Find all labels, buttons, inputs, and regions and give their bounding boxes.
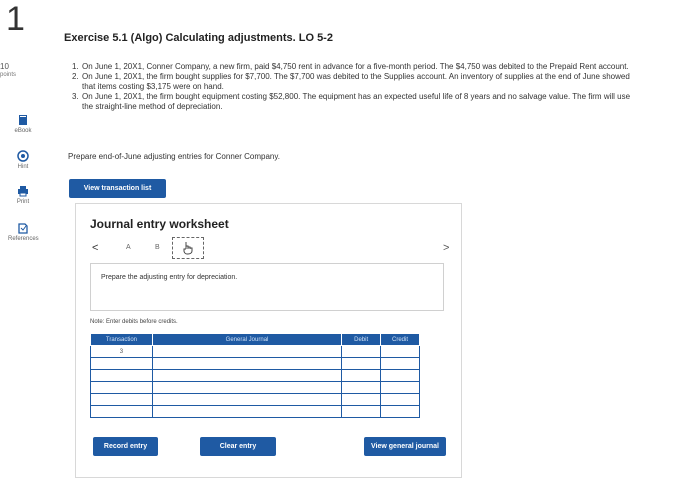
table-row	[91, 382, 420, 394]
credit-input[interactable]	[381, 382, 420, 394]
table-row	[91, 358, 420, 370]
print-tool[interactable]	[8, 185, 38, 205]
list-item: 1. On June 1, 20X1, Conner Company, a new firm, paid $4,750 rent in advance for a five-month period. The $4,750 was debited to the Prepaid Rent account.	[72, 62, 629, 71]
references-icon	[17, 222, 29, 234]
instruction-box	[90, 263, 444, 311]
step-a-tab[interactable]: A	[126, 244, 131, 251]
list-item: 3. On June 1, 20X1, the firm bought equipment costing $52,800. The equipment has an expected useful life of 8 years and no salvage value. The firm will use the straight-line method of depreciation.	[72, 92, 631, 111]
table-row	[91, 346, 420, 358]
transaction-cell	[91, 358, 153, 370]
credit-input[interactable]	[381, 358, 420, 370]
journal-entry-worksheet	[75, 203, 462, 478]
ebook-label: eBook	[14, 128, 32, 134]
exercise-title: Exercise 5.1 (Algo) Calculating adjustments. LO 5-2	[64, 32, 333, 44]
problem-list	[72, 62, 642, 112]
transaction-cell: 3	[91, 346, 153, 358]
question-number: 1	[6, 0, 25, 38]
hint-icon	[17, 150, 29, 162]
debit-input[interactable]	[342, 406, 381, 418]
clear-entry-button[interactable]: Clear entry	[200, 437, 276, 456]
transaction-cell	[91, 394, 153, 406]
hint-tool[interactable]	[8, 150, 38, 170]
record-entry-button[interactable]: Record entry	[93, 437, 158, 456]
header-general-journal: General Journal	[152, 334, 341, 346]
header-transaction: Transaction	[91, 334, 153, 346]
points-label: points	[0, 72, 17, 78]
instruction-text: Prepare the adjusting entry for depreciation.	[101, 274, 238, 281]
general-journal-input[interactable]	[152, 406, 341, 418]
step-c-tab-active[interactable]	[172, 237, 204, 259]
next-step-chevron-icon[interactable]: >	[443, 242, 450, 254]
credit-input[interactable]	[381, 346, 420, 358]
debit-input[interactable]	[342, 370, 381, 382]
prev-step-chevron-icon[interactable]: <	[92, 242, 99, 254]
debit-input[interactable]	[342, 394, 381, 406]
general-journal-input[interactable]	[152, 346, 341, 358]
debit-input[interactable]	[342, 346, 381, 358]
table-row	[91, 370, 420, 382]
hint-label: Hint	[17, 164, 29, 170]
transaction-cell	[91, 406, 153, 418]
prepare-instruction: Prepare end-of-June adjusting entries for Conner Company.	[68, 152, 280, 161]
note-text: Note: Enter debits before credits.	[90, 319, 178, 325]
ebook-icon	[17, 114, 29, 126]
table-row	[91, 406, 420, 418]
print-label: Print	[16, 199, 30, 205]
header-debit: Debit	[342, 334, 381, 346]
view-transaction-list-button[interactable]: View transaction list	[69, 179, 166, 198]
references-tool[interactable]	[8, 222, 38, 242]
list-item: 2. On June 1, 20X1, the firm bought supplies for $7,700. The $7,700 was debited to the Supplies account. An inventory of supplies at the end of June showed that items costing $3,175 were on hand.	[72, 72, 630, 91]
transaction-cell	[91, 370, 153, 382]
references-label: References	[8, 236, 39, 242]
header-credit: Credit	[381, 334, 420, 346]
credit-input[interactable]	[381, 370, 420, 382]
general-journal-input[interactable]	[152, 382, 341, 394]
general-journal-input[interactable]	[152, 370, 341, 382]
pointer-hand-icon	[182, 241, 194, 255]
general-journal-input[interactable]	[152, 394, 341, 406]
worksheet-title: Journal entry worksheet	[90, 217, 229, 231]
debit-input[interactable]	[342, 358, 381, 370]
credit-input[interactable]	[381, 406, 420, 418]
debit-input[interactable]	[342, 382, 381, 394]
view-general-journal-button[interactable]: View general journal	[364, 437, 446, 456]
general-journal-input[interactable]	[152, 358, 341, 370]
credit-input[interactable]	[381, 394, 420, 406]
table-header-row	[91, 334, 420, 346]
step-b-tab[interactable]: B	[155, 244, 160, 251]
print-icon	[17, 185, 29, 197]
table-row	[91, 394, 420, 406]
points-value: 10	[0, 62, 9, 71]
ebook-tool[interactable]	[8, 114, 38, 134]
transaction-cell	[91, 382, 153, 394]
journal-table	[90, 333, 420, 418]
